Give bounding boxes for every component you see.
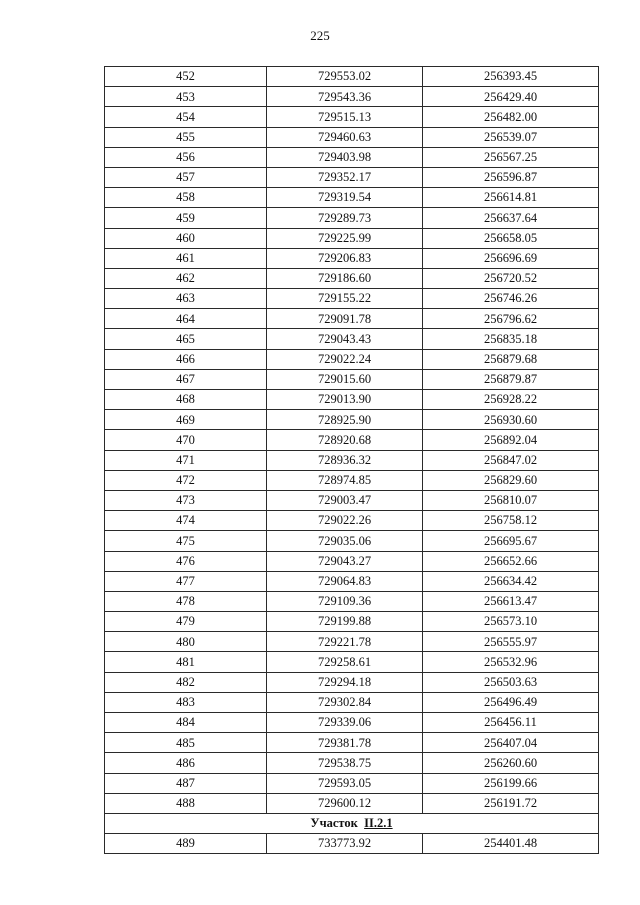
point-number-cell: 460	[105, 228, 267, 248]
point-number-cell: 477	[105, 571, 267, 591]
table-row	[105, 733, 599, 753]
y-coordinate-cell: 256696.69	[423, 248, 599, 268]
x-coordinate-cell: 729206.83	[267, 248, 423, 268]
table-row	[105, 753, 599, 773]
point-number-cell: 462	[105, 268, 267, 288]
table-row	[105, 67, 599, 87]
x-coordinate-cell: 729302.84	[267, 692, 423, 712]
point-number-cell: 473	[105, 490, 267, 510]
x-coordinate-cell: 729381.78	[267, 733, 423, 753]
section-header-row	[105, 813, 599, 833]
point-number-cell: 478	[105, 591, 267, 611]
y-coordinate-cell: 256555.97	[423, 632, 599, 652]
table-row	[105, 369, 599, 389]
table-row	[105, 147, 599, 167]
x-coordinate-cell: 729294.18	[267, 672, 423, 692]
x-coordinate-cell: 729225.99	[267, 228, 423, 248]
x-coordinate-cell: 729515.13	[267, 107, 423, 127]
y-coordinate-cell: 256637.64	[423, 208, 599, 228]
table-row	[105, 349, 599, 369]
table-row	[105, 228, 599, 248]
x-coordinate-cell: 728920.68	[267, 430, 423, 450]
table-row	[105, 571, 599, 591]
point-number-cell: 467	[105, 369, 267, 389]
table-row	[105, 470, 599, 490]
y-coordinate-cell: 256532.96	[423, 652, 599, 672]
x-coordinate-cell: 729593.05	[267, 773, 423, 793]
y-coordinate-cell: 256746.26	[423, 289, 599, 309]
point-number-cell: 456	[105, 147, 267, 167]
y-coordinate-cell: 256928.22	[423, 390, 599, 410]
table-row	[105, 490, 599, 510]
section-header-cell	[105, 813, 599, 833]
x-coordinate-cell: 729319.54	[267, 188, 423, 208]
x-coordinate-cell: 728974.85	[267, 470, 423, 490]
table-row	[105, 511, 599, 531]
x-coordinate-cell: 729221.78	[267, 632, 423, 652]
x-coordinate-cell: 729022.24	[267, 349, 423, 369]
x-coordinate-cell: 729289.73	[267, 208, 423, 228]
y-coordinate-cell: 256847.02	[423, 450, 599, 470]
x-coordinate-cell: 729064.83	[267, 571, 423, 591]
x-coordinate-cell: 729003.47	[267, 490, 423, 510]
y-coordinate-cell: 256892.04	[423, 430, 599, 450]
y-coordinate-cell: 256658.05	[423, 228, 599, 248]
point-number-cell: 476	[105, 551, 267, 571]
x-coordinate-cell: 729013.90	[267, 390, 423, 410]
table-row	[105, 773, 599, 793]
point-number-cell: 455	[105, 127, 267, 147]
table-row	[105, 692, 599, 712]
point-number-cell: 484	[105, 713, 267, 733]
point-number-cell: 475	[105, 531, 267, 551]
table-row	[105, 127, 599, 147]
table-row	[105, 87, 599, 107]
table-row	[105, 793, 599, 813]
table-row	[105, 713, 599, 733]
table-row	[105, 248, 599, 268]
point-number-cell: 454	[105, 107, 267, 127]
y-coordinate-cell: 256191.72	[423, 793, 599, 813]
y-coordinate-cell: 256835.18	[423, 329, 599, 349]
point-number-cell: 466	[105, 349, 267, 369]
y-coordinate-cell: 256652.66	[423, 551, 599, 571]
table-row	[105, 551, 599, 571]
table-row	[105, 450, 599, 470]
point-number-cell: 485	[105, 733, 267, 753]
x-coordinate-cell: 729043.27	[267, 551, 423, 571]
y-coordinate-cell: 256407.04	[423, 733, 599, 753]
x-coordinate-cell: 728925.90	[267, 410, 423, 430]
x-coordinate-cell: 729543.36	[267, 87, 423, 107]
point-number-cell: 470	[105, 430, 267, 450]
page-number: 225	[310, 28, 330, 43]
x-coordinate-cell: 729403.98	[267, 147, 423, 167]
table-row	[105, 531, 599, 551]
coordinates-table-body	[105, 67, 599, 814]
x-coordinate-cell: 729015.60	[267, 369, 423, 389]
table-row	[105, 672, 599, 692]
point-number-cell: 481	[105, 652, 267, 672]
point-number-cell: 482	[105, 672, 267, 692]
x-coordinate-cell: 729091.78	[267, 309, 423, 329]
y-coordinate-cell: 256720.52	[423, 268, 599, 288]
point-number-cell: 486	[105, 753, 267, 773]
x-coordinate-cell: 729352.17	[267, 167, 423, 187]
point-number-cell: 464	[105, 309, 267, 329]
table-row	[105, 430, 599, 450]
point-number-cell: 480	[105, 632, 267, 652]
x-coordinate-cell: 729460.63	[267, 127, 423, 147]
table-row	[105, 410, 599, 430]
point-number-cell: 469	[105, 410, 267, 430]
x-coordinate-cell: 729043.43	[267, 329, 423, 349]
table-row	[105, 107, 599, 127]
table-row	[105, 167, 599, 187]
x-coordinate-cell: 729155.22	[267, 289, 423, 309]
point-number-cell: 457	[105, 167, 267, 187]
coordinates-table	[104, 66, 599, 854]
y-coordinate-cell: 256429.40	[423, 87, 599, 107]
point-number-cell: 453	[105, 87, 267, 107]
table-row	[105, 390, 599, 410]
x-coordinate-cell: 729022.26	[267, 511, 423, 531]
table-row	[105, 268, 599, 288]
point-number-cell: 452	[105, 67, 267, 87]
y-coordinate-cell: 256482.00	[423, 107, 599, 127]
x-coordinate-cell: 728936.32	[267, 450, 423, 470]
table-row	[105, 208, 599, 228]
y-coordinate-cell: 256503.63	[423, 672, 599, 692]
x-coordinate-cell: 729199.88	[267, 612, 423, 632]
table-row	[105, 591, 599, 611]
point-number-cell: 472	[105, 470, 267, 490]
point-number-cell: 459	[105, 208, 267, 228]
x-coordinate-cell: 729553.02	[267, 67, 423, 87]
x-coordinate-cell: 729538.75	[267, 753, 423, 773]
y-coordinate-cell: 256758.12	[423, 511, 599, 531]
y-coordinate-cell: 256613.47	[423, 591, 599, 611]
x-coordinate-cell: 729109.36	[267, 591, 423, 611]
y-coordinate-cell: 256199.66	[423, 773, 599, 793]
point-number-cell: 463	[105, 289, 267, 309]
y-coordinate-cell: 256456.11	[423, 713, 599, 733]
y-coordinate-cell: 256879.68	[423, 349, 599, 369]
section-label: Участок	[310, 816, 358, 831]
y-coordinate-cell: 256796.62	[423, 309, 599, 329]
y-coordinate-cell: 256614.81	[423, 188, 599, 208]
y-coordinate-cell: 256829.60	[423, 470, 599, 490]
y-coordinate-cell: 256810.07	[423, 490, 599, 510]
point-number-cell: 471	[105, 450, 267, 470]
table-row	[105, 632, 599, 652]
point-number-cell: 465	[105, 329, 267, 349]
point-number-cell: 479	[105, 612, 267, 632]
y-coordinate-cell: 256695.67	[423, 531, 599, 551]
x-coordinate-cell: 729186.60	[267, 268, 423, 288]
y-coordinate-cell: 256879.87	[423, 369, 599, 389]
y-coordinate-cell: 256567.25	[423, 147, 599, 167]
x-coordinate-cell: 729258.61	[267, 652, 423, 672]
y-coordinate-cell: 256634.42	[423, 571, 599, 591]
point-number-cell: 468	[105, 390, 267, 410]
table-row	[105, 289, 599, 309]
y-coordinate-cell: 256393.45	[423, 67, 599, 87]
point-number-cell: 487	[105, 773, 267, 793]
point-number-cell: 458	[105, 188, 267, 208]
point-number-cell: 474	[105, 511, 267, 531]
table-row	[105, 652, 599, 672]
table-row	[105, 329, 599, 349]
x-coordinate-cell: 729600.12	[267, 793, 423, 813]
y-coordinate-cell: 254401.48	[423, 834, 599, 854]
y-coordinate-cell: 256260.60	[423, 753, 599, 773]
x-coordinate-cell: 729035.06	[267, 531, 423, 551]
y-coordinate-cell: 256496.49	[423, 692, 599, 712]
table-row	[105, 188, 599, 208]
table-row	[105, 309, 599, 329]
coordinates-table-body-after	[105, 834, 599, 854]
y-coordinate-cell: 256930.60	[423, 410, 599, 430]
x-coordinate-cell: 729339.06	[267, 713, 423, 733]
y-coordinate-cell: 256539.07	[423, 127, 599, 147]
point-number-cell: 488	[105, 793, 267, 813]
x-coordinate-cell: 733773.92	[267, 834, 423, 854]
y-coordinate-cell: 256596.87	[423, 167, 599, 187]
point-number-cell: 461	[105, 248, 267, 268]
y-coordinate-cell: 256573.10	[423, 612, 599, 632]
section-id: II.2.1	[364, 816, 393, 831]
table-row	[105, 834, 599, 854]
point-number-cell: 489	[105, 834, 267, 854]
point-number-cell: 483	[105, 692, 267, 712]
table-row	[105, 612, 599, 632]
